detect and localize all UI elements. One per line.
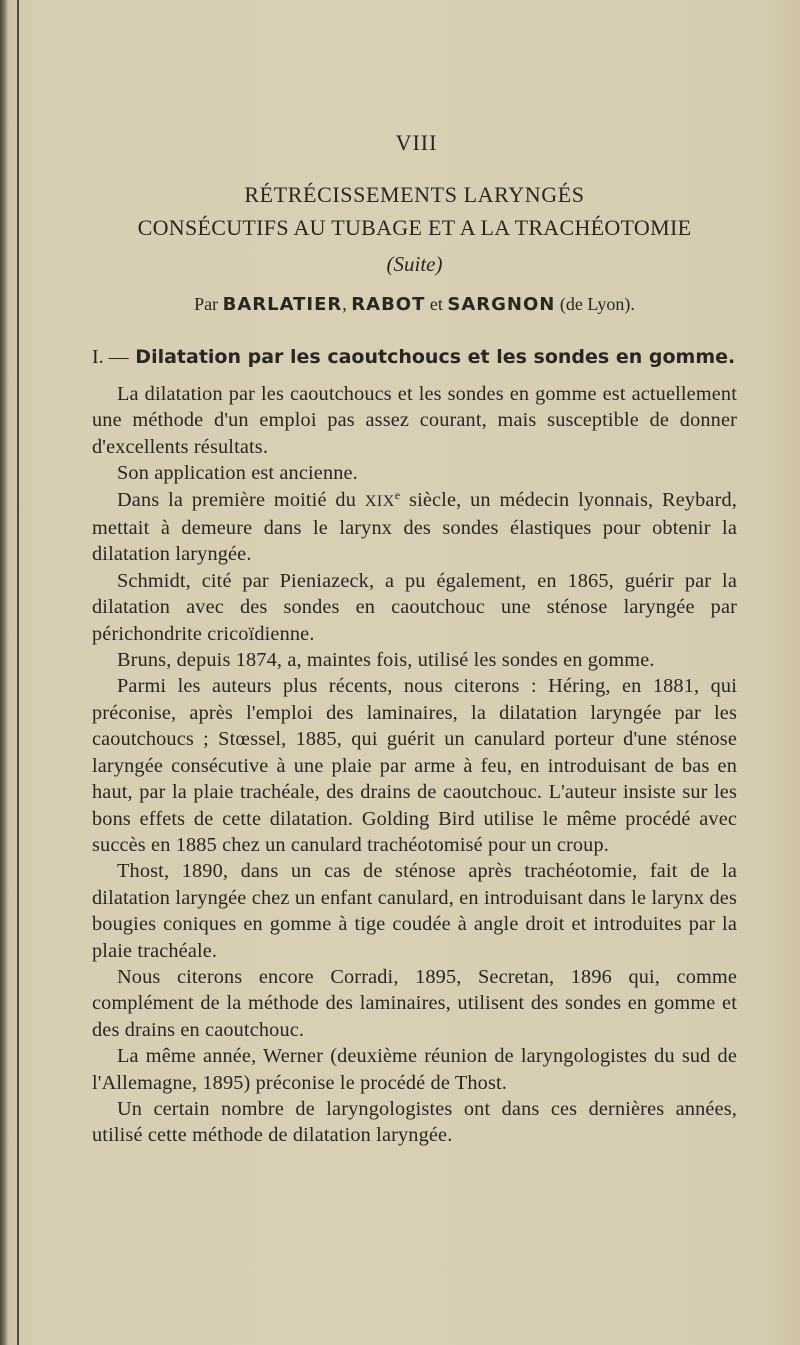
chapter-subtitle: (Suite) bbox=[386, 252, 443, 276]
author-name-3: SARGNON bbox=[447, 294, 556, 315]
section-number: I. — bbox=[92, 346, 129, 368]
author-location: (de Lyon). bbox=[559, 294, 635, 314]
author-name-2: RABOT bbox=[351, 294, 426, 315]
page-content bbox=[92, 130, 737, 1149]
century-numeral: XIX bbox=[364, 492, 395, 510]
chapter-title-line-2: CONSÉCUTIFS AU TUBAGE ET A LA TRACHÉOTOMIE bbox=[137, 215, 692, 240]
paragraph: Un certain nombre de laryngologistes ont dans ces dernières années, utilisé cette méthode de dilatation laryngée. bbox=[92, 1097, 737, 1147]
paragraph-text: Dans la première moitié du bbox=[117, 488, 365, 511]
author-separator: , bbox=[342, 294, 347, 314]
section-title: Dilatation par les caoutchoucs et les sondes en gomme. bbox=[135, 346, 736, 368]
paragraph: Schmidt, cité par Pieniazeck, a pu également, en 1865, guérir par la dilatation avec des sondes en caoutchouc une sténose laryngée par périchondrite cricoïdienne. bbox=[92, 569, 737, 645]
body-text bbox=[92, 381, 737, 1149]
paragraph-text: siècle, un médecin lyonnais, Reybard, mettait à demeure dans le larynx des sondes élastiques pour obtenir la dilatation laryngée. bbox=[92, 488, 737, 566]
page-binding-line bbox=[17, 0, 19, 1345]
paragraph: Son application est ancienne. bbox=[117, 462, 358, 485]
author-conjunction: et bbox=[429, 294, 443, 314]
paragraph: Parmi les auteurs plus récents, nous citerons : Héring, en 1881, qui préconise, après l'emploi des laminaires, la dilatation laryngée par les caoutchoucs ; Stœssel, 1885, qui guérit un canulard porteur d'une sténose laryngée consécutive à une plaie par arme à feu, en introduisant de bas en haut, par la plaie trachéale, des drains de caoutchouc. L'auteur insiste sur les bons effets de cette dilatation. Golding Bird utilise le même procédé avec succès en 1885 chez un canulard trachéotomisé pour un croup. bbox=[92, 675, 737, 856]
paragraph: Nous citerons encore Corradi, 1895, Secretan, 1896 qui, comme complément de la méthode des laminaires, utilisent des sondes en gomme et des drains en caoutchouc. bbox=[92, 965, 737, 1041]
paragraph: La dilatation par les caoutchoucs et les sondes en gomme est actuellement une méthode d'un emploi pas assez courant, mais susceptible de donner d'excellents résultats. bbox=[92, 383, 737, 458]
page-binding-shadow bbox=[0, 0, 8, 1345]
paragraph: Thost, 1890, dans un cas de sténose après trachéotomie, fait de la dilatation laryngée chez un enfant canulard, en introduisant dans le larynx des bougies coniques en gomme à tige coudée à angle droit et introduites par la plaie trachéale. bbox=[92, 860, 737, 962]
author-name-1: BARLATIER bbox=[222, 294, 343, 315]
chapter-title-line-1: RÉTRÉCISSEMENTS LARYNGÉS bbox=[244, 182, 585, 207]
paragraph: Bruns, depuis 1874, a, maintes fois, utilisé les sondes en gomme. bbox=[117, 649, 655, 672]
section-heading bbox=[92, 343, 737, 371]
paragraph bbox=[92, 487, 737, 568]
page-number: VIII bbox=[395, 130, 438, 155]
paragraph: La même année, Werner (deuxième réunion de laryngologistes du sud de l'Allemagne, 1895) préconise le procédé de Thost. bbox=[92, 1045, 737, 1094]
century-superscript: e bbox=[394, 487, 401, 502]
author-prefix: Par bbox=[194, 294, 219, 314]
author-line bbox=[92, 290, 737, 319]
